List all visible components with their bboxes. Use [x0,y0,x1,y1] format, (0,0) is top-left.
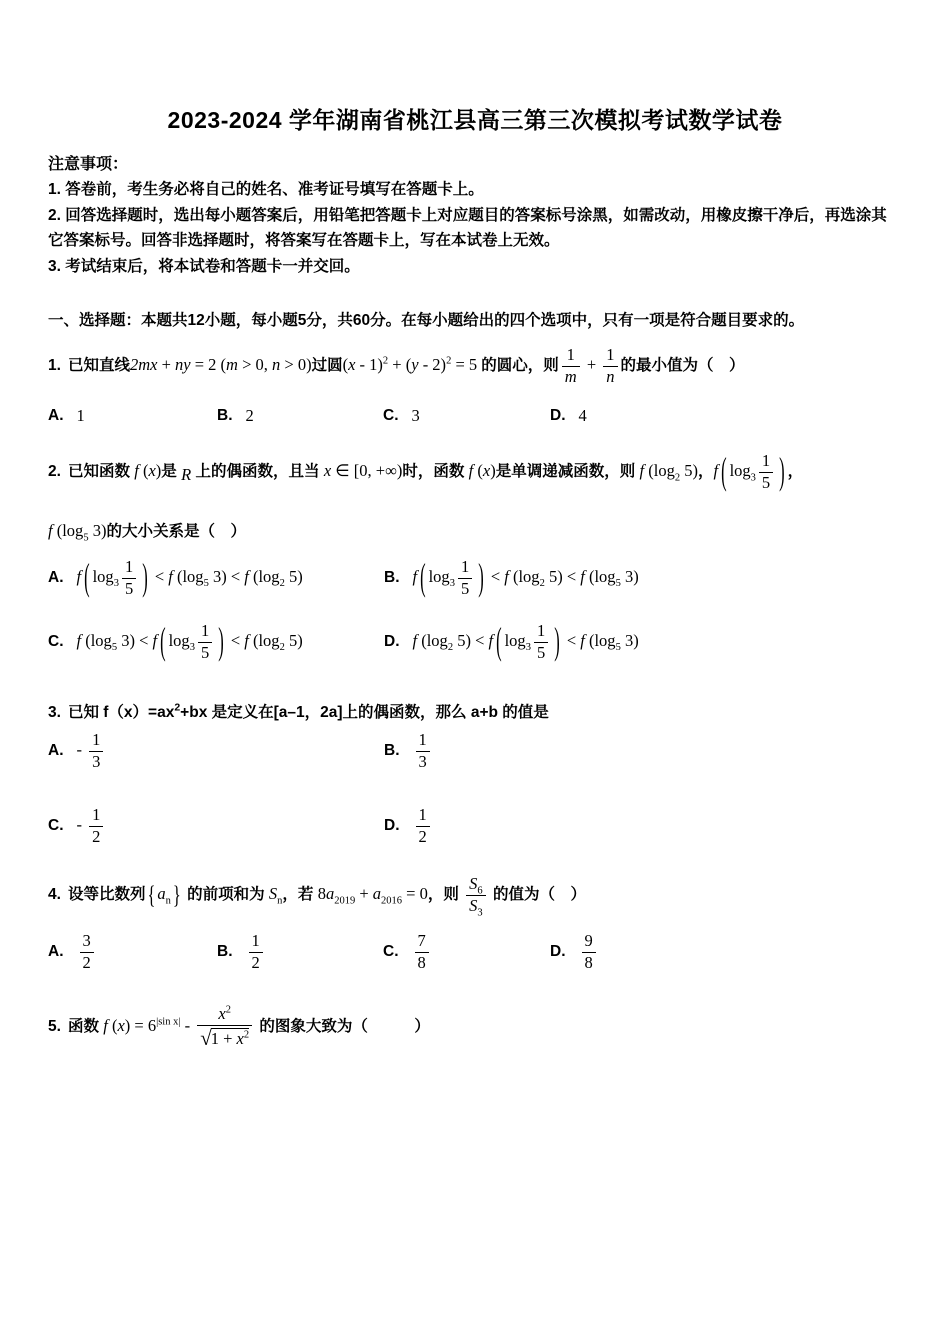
question-1-option-d [550,406,900,426]
option-label: B. [384,569,400,586]
option-label: A. [48,742,64,759]
option-value: 4 [578,406,587,425]
option-value: 3 [411,406,420,425]
option-label: B. [384,742,400,759]
question-5-number: 5. [48,1018,61,1036]
question-5 [48,1005,900,1050]
option-label: B. [217,407,233,424]
option-label: C. [48,633,64,650]
notice-item-1: 1. 答卷前，考生务必将自己的姓名、准考证号填写在答题卡上。 [48,181,484,198]
option-label: A. [48,407,64,424]
question-1-option-a [48,406,217,426]
question-3-option-d [384,806,900,846]
option-label: B. [217,943,233,960]
question-2 [48,449,900,663]
question-2-formula-1: 已知函数 f (x)是 R 上的偶函数，且当 x ∈ [0, +∞)时，函数 f (x)是单调递减函数，则 f ($\log_2$ 5)，f ( $\log_3$ $\frac{1}{5}$ ) ， [67,449,804,493]
question-1-number: 1. [48,356,61,374]
question-4-option-a [48,932,217,972]
option-value: $\frac{3}{2}$ [77,932,97,972]
question-1-formula: 已知直线2mx + ny = 2 (m > 0, n > 0)过圆(x - 1)$^2$ + (y - 2)$^2$ = 5 的圆心，则 $\frac{1}{m}$ + $\frac{1}{n}$ 的最小值为（ ） [67,345,745,386]
question-1-option-b [217,406,383,426]
question-2-formula-2: f ($\log_5$ 3)的大小关系是（ ） [48,521,246,544]
option-value: $\frac{1}{2}$ [246,932,266,972]
question-2-option-a [48,555,384,599]
paper-content [0,152,950,1050]
option-value: f ($\log_5$ 3) < f ( $\log_3$ $\frac{1}{5}$ ) < f ($\log_2$ 5) [76,619,303,663]
option-label: A. [48,943,64,960]
question-3-option-c [48,806,384,846]
option-value: $\frac{7}{8}$ [412,932,432,972]
question-1 [48,346,900,426]
option-label: D. [550,407,566,424]
option-label: D. [384,817,400,834]
notice-item-2: 2. 回答选择题时，选出每小题答案后，用铅笔把答题卡上对应题目的答案标号涂黑，如需改动，用橡皮擦干净后，再选涂其它答案标号。回答非选择题时，将答案写在答题卡上，写在本试卷上无效。 [48,206,887,249]
question-3-stem [48,700,900,722]
question-3-option-a [48,731,384,771]
option-value: f ( $\log_3$ $\frac{1}{5}$ ) < f ($\log_5$ 3) < f ($\log_2$ 5) [76,555,303,599]
option-value: $\frac{9}{8}$ [579,932,599,972]
section-1-heading: 一、选择题：本题共12小题，每小题5分，共60分。在每小题给出的四个选项中，只有一项是符合题目要求的。 [48,312,805,329]
question-2-options [48,555,900,663]
option-value: 2 [245,406,254,425]
question-4 [48,875,900,972]
question-3 [48,700,900,846]
question-2-option-d [384,619,900,663]
question-3-formula: 已知 $f(x)=ax^2+bx$ 是定义在[a–1，2a]上的偶函数，那么 a+b 的值是 [67,701,549,721]
option-label: D. [384,633,400,650]
question-2-option-c [48,619,384,663]
option-label: A. [48,569,64,586]
option-value: - $\frac{1}{3}$ [77,731,107,771]
question-1-option-c [383,406,550,426]
question-2-number: 2. [48,462,61,480]
question-2-option-b [384,555,900,599]
question-4-options [48,932,900,972]
question-4-option-c [383,932,550,972]
notice-item-3: 3. 考试结束后，将本试卷和答题卡一并交回。 [48,257,360,275]
question-1-stem [48,346,900,386]
question-3-options [48,731,900,846]
question-4-stem [48,874,900,918]
notice-heading: 注意事项： [48,156,129,173]
question-4-option-b [217,932,383,972]
option-value: $\frac{1}{2}$ [413,806,433,846]
question-3-option-b [384,731,900,771]
question-2-stem-line-1 [48,449,900,493]
question-4-option-d [550,932,900,972]
option-value: $\frac{1}{3}$ [413,731,433,771]
option-value: 1 [76,406,85,425]
option-label: D. [550,943,566,960]
option-value: f ( $\log_3$ $\frac{1}{5}$ ) < f ($\log_2$ 5) < f ($\log_5$ 3) [412,555,639,599]
question-5-formula: 函数 f $(x) = 6^{|sin x|}$ - $x^2$ √ $1 + x^2$ 的图象大致为（ ） [67,1004,430,1050]
option-value: - $\frac{1}{2}$ [77,806,107,846]
question-4-formula: 设等比数列 { $a_n$ } 的前项和为 $S_n$，若 $8a_{2019} + a_{2016} = 0$，则 $\frac{S_6}{S_3}$ 的值为（ ） [67,874,586,918]
option-value: f ($\log_2$ 5) < f ( $\log_3$ $\frac{1}{5}$ ) < f ($\log_5$ 3) [412,619,639,663]
question-3-number: 3. [48,704,61,721]
question-5-stem [48,1005,900,1050]
paper-title: 2023-2024 学年湖南省桃江县高三第三次模拟考试数学试卷 [167,107,783,133]
option-label: C. [383,407,399,424]
question-4-number: 4. [48,885,61,903]
option-label: C. [383,943,399,960]
question-1-options [48,406,900,426]
option-label: C. [48,817,64,834]
question-2-stem-line-2 [48,519,900,544]
